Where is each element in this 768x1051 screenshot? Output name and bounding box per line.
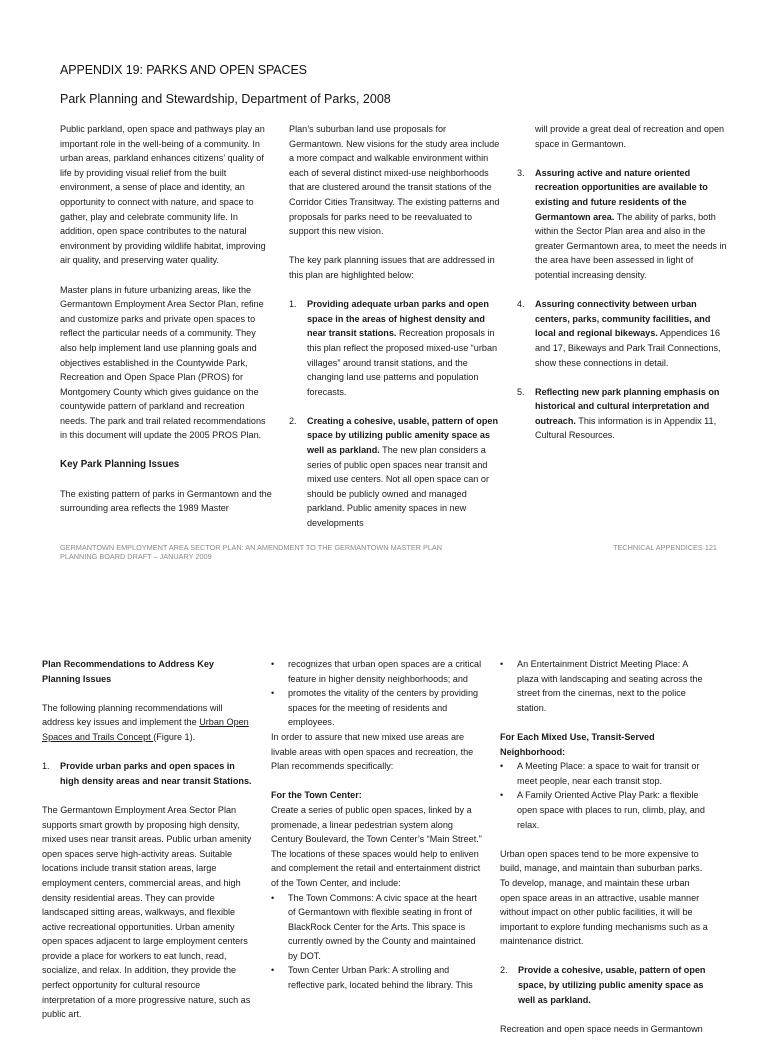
page2-column-1 xyxy=(42,657,252,1036)
page2-column-3 xyxy=(500,657,712,1051)
paragraph: Master plans in future urbanizing areas, like the Germantown Employment Area Sector Plan, refine and customize parks and private open spaces to reflect the particular needs of a community. They also help implement land use planning goals and objectives established in the Countywide Park, Recreation and Open Space Plan (PROS) for Montgomery County which gives guidance on the countywide pattern of parkland and recreation needs. The park and trail related recommendations in this document will update the 2005 PROS Plan. xyxy=(60,284,266,441)
subheading: For the Town Center: xyxy=(271,790,362,801)
paragraph: The existing pattern of parks in Germantown and the surrounding area reflects the 1989 Master xyxy=(60,488,272,514)
section-heading: Plan Recommendations to Address Key Planning Issues xyxy=(42,659,214,684)
list-item-text: A Family Oriented Active Play Park: a flexible open space with places to run, climb, play, and relax. xyxy=(517,790,705,830)
list-number: 2. xyxy=(289,415,297,426)
list-item-bold: Creating a cohesive, usable, pattern of open space by utilizing public amenity space as well as parkland. xyxy=(307,415,499,456)
page1-column-3 xyxy=(517,122,729,458)
list-item-bold: Assuring connectivity between urban centers, parks, community facilities, and local and regional bikeways. xyxy=(535,299,711,339)
page-footer-right: TECHNICAL APPENDICES 121 xyxy=(613,543,717,552)
list-number: 1. xyxy=(289,299,297,310)
list-item-text: Appendices 16 and 17, Bikeways and Park Trail Connections, show these connections in detail. xyxy=(535,328,721,368)
list-item-text: recognizes that urban open spaces are a critical feature in higher density neighborhoods; and xyxy=(288,659,482,684)
list-number: 2. xyxy=(500,965,508,976)
paragraph: In order to assure that new mixed use areas are livable areas with open spaces and recreation, the Plan recommends specifically: xyxy=(271,731,474,772)
page-title: APPENDIX 19: PARKS AND OPEN SPACES xyxy=(60,63,307,77)
list-number: 5. xyxy=(517,386,525,397)
paragraph: The Germantown Employment Area Sector Plan supports smart growth by proposing high density, mixed uses near transit areas. Public urban amenity open spaces serve high-activity areas. Suitable locations include transit station areas, large employment centers, commercial areas, and high density residential areas. They can provide landscaped sitting areas, walkways, and flexible active recreational opportunities. Urban amenity open spaces adjacent to large employment centers provide a place for workers to eat lunch, read, socialize, and relax. In addition, they provide the perfect opportunity for cultural resource interpretation of a more progressive nature, such as public art. xyxy=(42,804,252,1020)
bullet-icon: • xyxy=(271,659,275,669)
list-item xyxy=(517,385,729,443)
footer-line: PLANNING BOARD DRAFT – JANUARY 2009 xyxy=(60,552,212,561)
list-item xyxy=(271,657,483,686)
page-subtitle: Park Planning and Stewardship, Department of Parks, 2008 xyxy=(60,92,391,106)
bullet-icon: • xyxy=(271,965,275,976)
bullet-icon: • xyxy=(500,659,504,669)
page1-column-2 xyxy=(289,122,502,545)
list-item xyxy=(271,891,483,964)
bullet-icon: • xyxy=(271,688,275,699)
list-number: 4. xyxy=(517,299,525,310)
page-footer-left xyxy=(60,543,520,561)
list-item xyxy=(289,297,502,399)
list-item-text: The new plan considers a series of public open spaces near transit and mixed use centers. Not all open space can or should be publicly owned and managed parkland. Public amenity spaces in new developments xyxy=(307,445,489,529)
paragraph: The key park planning issues that are addressed in this plan are highlighted below: xyxy=(289,255,495,280)
list-item-text: The Town Commons: A civic space at the heart of Germantown with flexible seating in front of BlackRock Center for the Arts. This space is currently owned by the County and maintained by DOT. xyxy=(288,892,477,961)
list-item-text: promotes the vitality of the centers by providing spaces for the meeting of residents and employees. xyxy=(288,688,479,728)
paragraph: Plan’s suburban land use proposals for Germantown. New visions for the study area include a more compact and walkable environment within each of several distinct mixed-use neighborhoods that are clustered around the transit stations of the Corridor Cities Transitway. The existing patterns and proposals for parks need to be reevaluated to support this new vision. xyxy=(289,124,500,237)
list-item xyxy=(500,759,712,788)
section-heading: Key Park Planning Issues xyxy=(60,458,180,470)
list-item xyxy=(271,963,483,992)
paragraph: will provide a great deal of recreation and open space in Germantown. xyxy=(535,124,725,149)
page2-column-2 xyxy=(271,657,483,993)
bullet-list xyxy=(500,657,712,715)
page1-column-1 xyxy=(60,122,272,531)
bullet-icon: • xyxy=(271,892,275,903)
list-item-bold: Providing adequate urban parks and open space in the areas of highest density and near transit stations. xyxy=(307,299,489,339)
bullet-list xyxy=(500,759,712,832)
list-item xyxy=(42,759,252,788)
list-item-bold: Provide a cohesive, usable, pattern of open space, by utilizing public amenity space as well as parkland. xyxy=(518,965,706,1005)
list-item xyxy=(271,686,483,730)
list-item-bold: Provide urban parks and open spaces in high density areas and near transit Stations. xyxy=(60,761,252,786)
paragraph: Public parkland, open space and pathways play an important role in the well-being of a community. In urban areas, parkland enhances citizens’ quality of life by providing visual relief from the built environment, a sense of place and identity, an opportunity to connect with nature, and space to gather, play and celebrate community life. In addition, open space contributes to the natural environment by providing wildlife habitat, improving air quality, and preserving water quality. xyxy=(60,124,266,266)
paragraph-text: The following planning recommendations will address key issues and implement the xyxy=(42,702,223,728)
bullet-icon: • xyxy=(500,790,504,801)
list-item xyxy=(500,788,712,832)
bullet-icon: • xyxy=(500,761,504,772)
list-item-bold: Assuring active and nature oriented recreation opportunities are available to existing and future residents of the Germantown area. xyxy=(535,167,708,222)
list-item xyxy=(500,657,712,715)
list-number: 3. xyxy=(517,167,525,178)
bullet-list xyxy=(271,891,483,993)
list-item xyxy=(500,963,712,1007)
list-item-text: This information is in Appendix 11, Cultural Resources. xyxy=(535,415,717,441)
list-item-text: An Entertainment District Meeting Place: A plaza with landscaping and seating across the street from the cinemas, next to the police station. xyxy=(517,659,703,713)
urban-open-spaces-link[interactable]: Urban Open Spaces and Trails Concept xyxy=(42,717,249,742)
list-item xyxy=(289,414,502,531)
list-item-bold: Reflecting new park planning emphasis on historical and cultural interpretation and outreach. xyxy=(535,386,720,426)
list-item-text: A Meeting Place: a space to wait for transit or meet people, near each transit stop. xyxy=(517,761,700,786)
list-item-text: The ability of parks, both within the Sector Plan area and also in the greater Germantown area, to meet the needs in the area have been assessed in light of potential increasing density. xyxy=(535,211,727,280)
list-number: 1. xyxy=(42,761,50,772)
list-item-text: Town Center Urban Park: A strolling and reflective park, located behind the library. This xyxy=(288,965,473,991)
paragraph xyxy=(42,701,252,745)
list-item-text: Recreation proposals in this plan reflect the proposed mixed-use “urban villages” around transit stations, and the changing land use patterns and population forecasts. xyxy=(307,328,498,397)
paragraph: Create a series of public open spaces, linked by a promenade, a linear pedestrian system along Century Boulevard, the Town Center’s “Main Street.” The locations of these spaces would help to enliven and complement the retail and entertainment district of the Town Center, and include: xyxy=(271,804,482,888)
bullet-list xyxy=(271,657,483,730)
paragraph: Urban open spaces tend to be more expensive to build, manage, and maintain than suburban parks. To develop, manage, and maintain these urban open space areas in an attractive, usable manner without impact on other public facilities, it will be important to explore funding mechanisms such as a maintenance district. xyxy=(500,848,708,947)
paragraph: Recreation and open space needs in Germantown xyxy=(500,1023,703,1034)
paragraph-text: (Figure 1). xyxy=(153,731,196,742)
list-item xyxy=(517,297,729,370)
subheading: For Each Mixed Use, Transit-Served Neighborhood: xyxy=(500,731,655,757)
footer-line: GERMANTOWN EMPLOYMENT AREA SECTOR PLAN: AN AMENDMENT TO THE GERMANTOWN MASTER PLAN xyxy=(60,543,443,552)
list-item xyxy=(517,166,729,283)
